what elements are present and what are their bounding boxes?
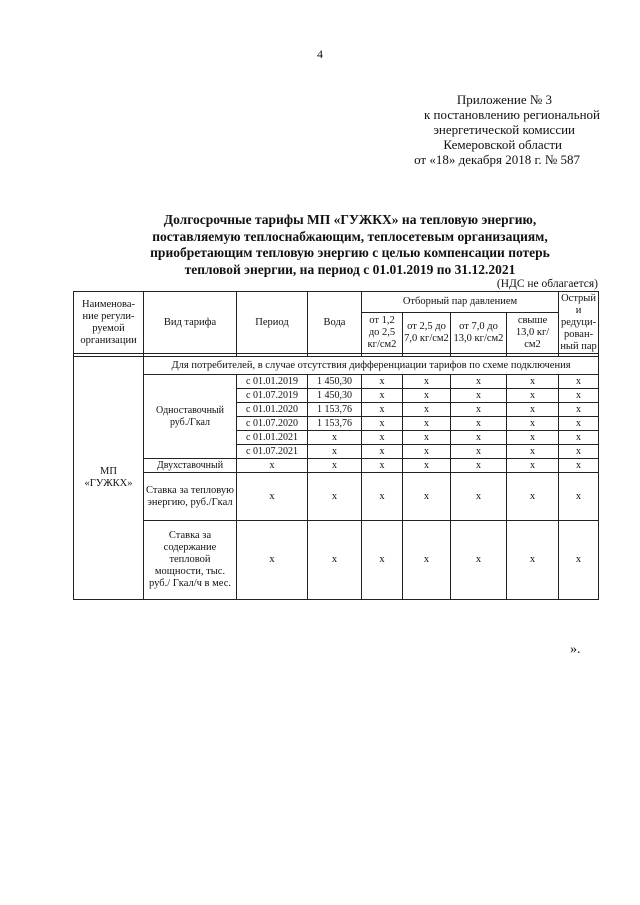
period-cell: х [237,521,308,600]
water-cell: 1 153,76 [308,403,362,417]
water-cell: х [308,521,362,600]
water-cell: 1 450,30 [308,389,362,403]
water-cell: х [308,431,362,445]
header-org: Наименова-ние регули-руемой организации [74,292,144,354]
water-cell: 1 450,30 [308,375,362,389]
value-cell: х [451,403,507,417]
title-line: Долгосрочные тарифы МП «ГУЖКХ» на тепловую энергию, [163,212,537,227]
vat-note: (НДС не облагается) [496,278,598,290]
value-cell: х [559,459,599,473]
value-cell: х [403,417,451,431]
value-cell: х [451,473,507,521]
heat-energy-rate-label: Ставка за тепловую энергию, руб./Гкал [144,473,237,521]
header-sharp-steam: Острый и редуци-рован-ный пар [560,292,597,352]
value-cell: х [403,431,451,445]
value-cell: х [507,459,559,473]
value-cell: х [362,403,403,417]
value-cell: х [507,389,559,403]
value-cell: х [507,403,559,417]
water-cell: х [308,445,362,459]
appendix-line: Кемеровской области [443,137,562,152]
value-cell: х [362,389,403,403]
value-cell: х [362,473,403,521]
water-cell: х [308,473,362,521]
value-cell: х [362,417,403,431]
header-water: Вода [308,292,362,354]
title-line: тепловой энергии, на период с 01.01.2019 по 31.12.2021 [184,261,516,277]
value-cell: х [362,521,403,600]
closing-quote-mark: ». [570,642,581,657]
org-name-cell: МП «ГУЖКХ» [74,357,144,600]
period-cell: х [237,473,308,521]
value-cell: х [362,445,403,459]
value-cell: х [451,417,507,431]
value-cell: х [559,431,599,445]
header-pressure-1: от 1,2 до 2,5 кг/см2 [362,313,403,354]
appendix-header [360,92,600,167]
value-cell: х [403,403,451,417]
value-cell: х [559,389,599,403]
tariffs-table [73,291,599,600]
appendix-line: от «18» декабря 2018 г. № 587 [414,152,580,167]
header-steam-group: Отборный пар давлением [362,292,559,313]
value-cell: х [451,445,507,459]
value-cell: х [403,375,451,389]
period-cell: с 01.01.2019 [237,375,308,389]
value-cell: х [507,431,559,445]
table-row [74,521,599,600]
title-line: поставляемую теплоснабжающим, теплосетевым организациям, [152,228,548,244]
value-cell: х [507,473,559,521]
appendix-line: энергетической комиссии [433,122,575,137]
header-tariff-type: Вид тарифа [144,292,237,354]
value-cell: х [559,473,599,521]
value-cell: х [451,431,507,445]
header-period: Период [237,292,308,354]
value-cell: х [507,521,559,600]
value-cell: х [559,445,599,459]
table-row [74,473,599,521]
water-cell: 1 153,76 [308,417,362,431]
value-cell: х [559,521,599,600]
value-cell: х [362,431,403,445]
consumers-note: Для потребителей, в случае отсутствия дифференциации тарифов по схеме подключения [144,357,599,375]
period-cell: х [237,459,308,473]
header-pressure-4: свыше 13,0 кг/см2 [507,313,559,354]
header-pressure-2: от 2,5 до 7,0 кг/см2 [403,313,451,354]
appendix-line: Приложение № 3 [456,92,552,107]
one-part-tariff-label: Одноставочный руб./Гкал [144,375,237,459]
value-cell: х [403,445,451,459]
value-cell: х [451,459,507,473]
title-line: приобретающим тепловую энергию с целью компенсации потерь [150,245,550,260]
period-cell: с 01.07.2019 [237,389,308,403]
value-cell: х [507,445,559,459]
value-cell: х [362,459,403,473]
capacity-rate-label: Ставка за содержание тепловой мощности, тыс. руб./ Гкал/ч в мес. [144,521,237,600]
value-cell: х [403,389,451,403]
value-cell: х [451,375,507,389]
value-cell: х [403,459,451,473]
water-cell: х [308,459,362,473]
period-cell: с 01.07.2020 [237,417,308,431]
two-part-tariff-label: Двухставочный [144,459,237,473]
value-cell: х [507,417,559,431]
value-cell: х [403,473,451,521]
value-cell: х [559,403,599,417]
value-cell: х [403,521,451,600]
value-cell: х [559,375,599,389]
table-row [74,375,599,389]
period-cell: с 01.07.2021 [237,445,308,459]
document-title [100,212,600,278]
value-cell: х [559,417,599,431]
table-row [74,459,599,473]
page-number: 4 [317,47,323,61]
value-cell: х [362,375,403,389]
period-cell: с 01.01.2021 [237,431,308,445]
value-cell: х [451,521,507,600]
header-pressure-3: от 7,0 до 13,0 кг/см2 [451,313,507,354]
period-cell: с 01.01.2020 [237,403,308,417]
value-cell: х [507,375,559,389]
appendix-line: к постановлению региональной [423,107,600,122]
value-cell: х [451,389,507,403]
